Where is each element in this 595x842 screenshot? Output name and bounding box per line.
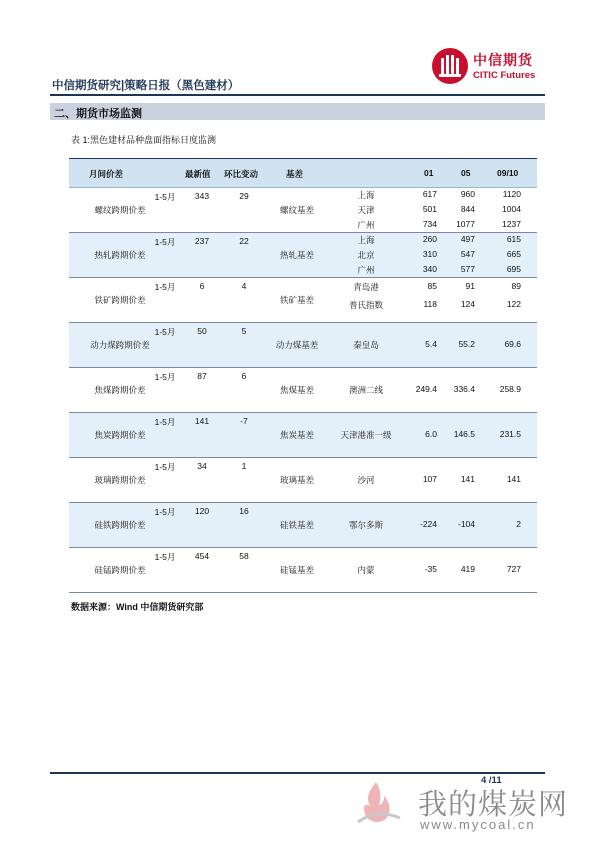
basis-name: 硅铁基差 <box>279 520 314 530</box>
spread-name: 铁矿跨期价差 <box>94 295 146 305</box>
basis-01: 260 <box>422 234 437 244</box>
th-0910: 09/10 <box>497 168 519 178</box>
basis-05: 547 <box>460 249 475 259</box>
header-title: 中信期货研究|策略日报（黑色建材） <box>52 80 240 92</box>
basis-0910: 615 <box>506 234 521 244</box>
table-row <box>69 233 537 278</box>
section-title: 二、期货市场监测 <box>54 108 142 120</box>
basis-0910: 1120 <box>502 189 521 199</box>
basis-05: 146.5 <box>453 429 475 439</box>
basis-01: 617 <box>422 189 437 199</box>
logo-cn-text: 中信期货 <box>473 52 533 68</box>
basis-location: 内蒙 <box>357 565 375 575</box>
th-spread: 月间价差 <box>89 169 124 179</box>
basis-location: 青岛港 <box>353 282 379 292</box>
basis-name: 铁矿基差 <box>279 295 314 305</box>
basis-01: 310 <box>422 249 437 259</box>
footer-rule <box>50 772 545 774</box>
basis-0910: 2 <box>516 519 521 529</box>
logo-en-text: CITIC Futures <box>473 70 536 81</box>
spread-change: 22 <box>239 236 249 246</box>
spread-latest: 141 <box>194 416 210 426</box>
spread-latest: 120 <box>194 506 210 516</box>
basis-location: 天津港准一级 <box>340 430 392 440</box>
spread-period: 1-5月 <box>154 462 176 472</box>
spread-period: 1-5月 <box>154 192 176 202</box>
basis-location: 澳洲二线 <box>348 385 383 395</box>
spread-name: 焦煤跨期价差 <box>94 385 146 395</box>
basis-01: -35 <box>424 564 437 574</box>
spread-latest: 87 <box>197 371 207 381</box>
basis-location: 广州 <box>357 265 375 275</box>
th-basis: 基差 <box>286 169 304 179</box>
basis-name: 玻璃基差 <box>279 475 314 485</box>
spread-latest: 34 <box>197 461 207 471</box>
basis-05: 577 <box>460 264 475 274</box>
basis-01: 5.4 <box>425 339 437 349</box>
basis-01: 6.0 <box>425 429 437 439</box>
table-row <box>69 368 537 413</box>
basis-05: 1077 <box>456 219 475 229</box>
page-number: 4 /11 <box>481 775 502 786</box>
spread-change: 5 <box>241 326 247 336</box>
basis-location: 秦皇岛 <box>353 340 379 350</box>
spread-change: 29 <box>239 191 249 201</box>
table-caption: 表 1:黑色建材品种盘面指标日度监测 <box>71 135 217 145</box>
spread-latest: 6 <box>199 281 205 291</box>
basis-location: 鄂尔多斯 <box>348 520 383 530</box>
spread-name: 硅锰跨期价差 <box>94 565 146 575</box>
basis-name: 焦煤基差 <box>279 385 314 395</box>
basis-0910: 1004 <box>502 204 521 214</box>
spread-name: 焦炭跨期价差 <box>94 430 146 440</box>
basis-05: 55.2 <box>458 339 475 349</box>
basis-01: 107 <box>422 474 437 484</box>
basis-05: -104 <box>457 519 475 529</box>
spread-period: 1-5月 <box>154 552 176 562</box>
spread-change: 16 <box>239 506 249 516</box>
data-source: 数据来源：Wind 中信期货研究部 <box>71 602 204 612</box>
basis-01: 249.4 <box>415 384 437 394</box>
table-row <box>69 548 537 593</box>
basis-name: 硅锰基差 <box>279 565 314 575</box>
basis-0910: 231.5 <box>499 429 521 439</box>
basis-location: 天津 <box>357 205 375 215</box>
basis-05: 844 <box>460 204 475 214</box>
citic-logo <box>432 48 550 92</box>
spread-name: 硅铁跨期价差 <box>94 520 146 530</box>
basis-01: 501 <box>422 204 437 214</box>
basis-0910: 665 <box>506 249 521 259</box>
basis-name: 焦炭基差 <box>279 430 314 440</box>
basis-01: 340 <box>422 264 437 274</box>
spread-latest: 454 <box>194 551 210 561</box>
th-change: 环比变动 <box>224 169 259 179</box>
basis-05: 141 <box>460 474 475 484</box>
basis-05: 124 <box>460 299 475 309</box>
watermark-url: www.mycoal.cn <box>420 817 536 832</box>
spread-latest: 237 <box>194 236 210 246</box>
spread-period: 1-5月 <box>154 237 176 247</box>
header-rule <box>50 94 545 96</box>
monitor-table <box>69 158 537 593</box>
flame-watermark-icon <box>348 778 404 826</box>
spread-period: 1-5月 <box>154 417 176 427</box>
basis-0910: 695 <box>506 264 521 274</box>
spread-name: 玻璃跨期价差 <box>94 475 146 485</box>
spread-change: 6 <box>241 371 247 381</box>
table-row <box>69 503 537 548</box>
table-row <box>69 413 537 458</box>
basis-0910: 1237 <box>502 219 521 229</box>
basis-0910: 727 <box>506 564 521 574</box>
spread-latest: 343 <box>194 191 210 201</box>
basis-0910: 89 <box>511 281 521 291</box>
spread-period: 1-5月 <box>154 282 176 292</box>
basis-name: 动力煤基差 <box>275 340 319 350</box>
basis-location: 普氏指数 <box>348 300 383 310</box>
logo-emblem-icon <box>432 48 468 84</box>
spread-name: 热轧跨期价差 <box>94 250 146 260</box>
basis-01: 118 <box>423 299 437 309</box>
basis-name: 螺纹基差 <box>279 205 314 215</box>
spread-change: 4 <box>241 281 247 291</box>
basis-0910: 141 <box>506 474 521 484</box>
table-header <box>69 158 537 188</box>
basis-0910: 69.6 <box>504 339 521 349</box>
basis-01: 85 <box>427 281 437 291</box>
basis-05: 497 <box>460 234 475 244</box>
th-05: 05 <box>461 168 471 178</box>
spread-change: 1 <box>241 461 247 471</box>
basis-05: 419 <box>460 564 475 574</box>
basis-location: 沙河 <box>357 475 375 485</box>
spread-change: -7 <box>240 416 248 426</box>
th-latest: 最新值 <box>185 169 211 179</box>
basis-location: 广州 <box>357 220 375 230</box>
basis-01: -224 <box>419 519 437 529</box>
basis-location: 北京 <box>357 250 375 260</box>
th-01: 01 <box>424 168 434 178</box>
table-row <box>69 188 537 233</box>
spread-period: 1-5月 <box>154 372 176 382</box>
spread-latest: 50 <box>197 326 207 336</box>
spread-period: 1-5月 <box>154 507 176 517</box>
table-row <box>69 458 537 503</box>
basis-01: 734 <box>422 219 437 229</box>
spread-period: 1-5月 <box>154 327 176 337</box>
basis-name: 热轧基差 <box>279 250 314 260</box>
basis-05: 91 <box>465 281 475 291</box>
table-row <box>69 323 537 368</box>
basis-05: 960 <box>460 189 475 199</box>
basis-location: 上海 <box>357 235 375 245</box>
basis-location: 上海 <box>357 190 375 200</box>
table-row <box>69 278 537 323</box>
basis-0910: 258.9 <box>499 384 521 394</box>
spread-change: 58 <box>239 551 249 561</box>
basis-0910: 122 <box>506 299 521 309</box>
spread-name: 螺纹跨期价差 <box>94 205 146 215</box>
spread-name: 动力煤跨期价差 <box>90 340 150 350</box>
watermark-text: 我的煤炭网 <box>418 787 569 821</box>
basis-05: 336.4 <box>453 384 475 394</box>
